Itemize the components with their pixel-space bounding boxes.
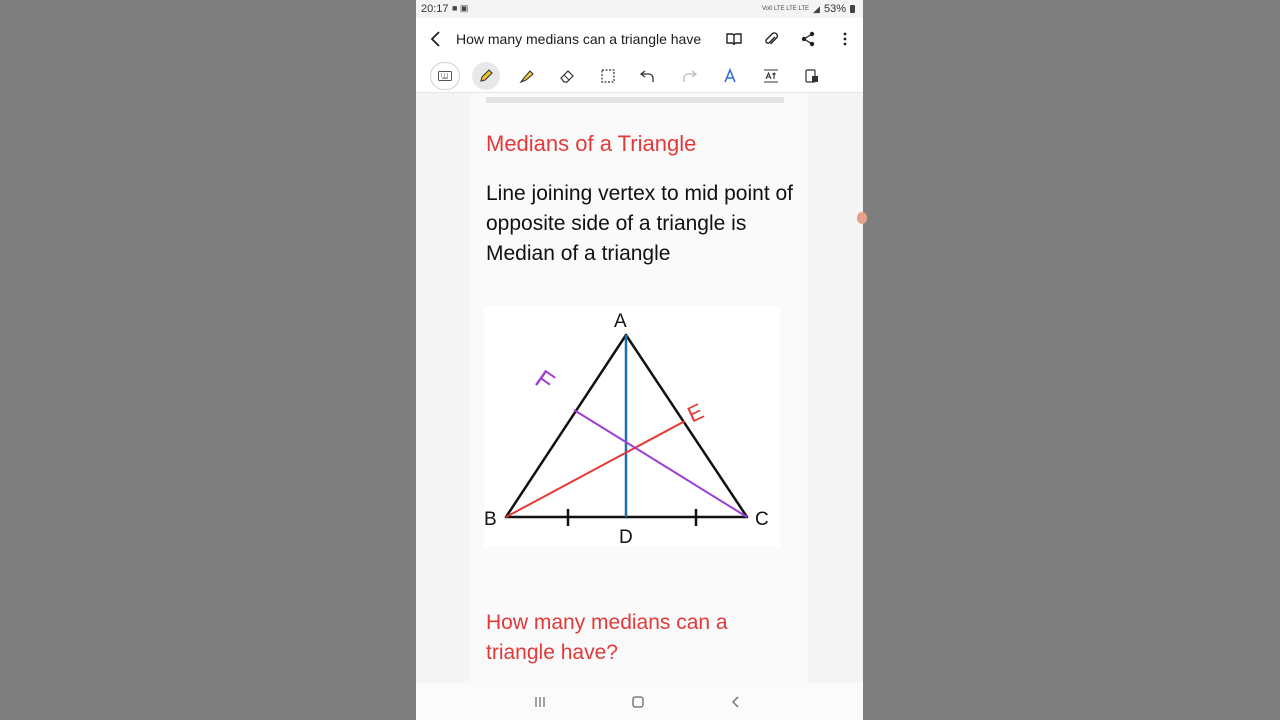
- label-f: F: [529, 363, 561, 398]
- selection-tool[interactable]: [594, 62, 622, 90]
- nav-back-button[interactable]: [716, 691, 756, 713]
- triangle-figure: [484, 307, 780, 547]
- phone-screen: [416, 0, 863, 720]
- back-arrow-icon: [429, 31, 443, 47]
- recent-apps-icon: [534, 696, 546, 708]
- reading-mode-button[interactable]: [715, 18, 752, 60]
- keyboard-tool[interactable]: [430, 62, 460, 90]
- eraser-icon: [559, 68, 575, 84]
- share-icon: [801, 31, 815, 47]
- page-top-strip: [486, 97, 784, 103]
- more-vert-icon: [843, 32, 847, 46]
- lock-tool[interactable]: [798, 62, 826, 90]
- redo-icon: [681, 69, 697, 83]
- label-b: B: [484, 509, 497, 530]
- redo-button[interactable]: [675, 62, 703, 90]
- title-bar: [416, 18, 863, 60]
- system-nav-bar: [416, 683, 863, 720]
- note-page: [470, 93, 808, 683]
- battery-level: 53%: [823, 3, 846, 15]
- text-format-icon: [763, 69, 779, 83]
- label-a: A: [614, 311, 627, 332]
- network-indicator: Vo0 LTE LTE LTE: [762, 6, 810, 12]
- undo-icon: [640, 69, 656, 83]
- share-button[interactable]: [789, 18, 826, 60]
- eraser-tool[interactable]: [553, 62, 581, 90]
- median-cf: [574, 410, 747, 517]
- pen-tool[interactable]: [472, 62, 500, 90]
- lock-icon: [805, 69, 819, 83]
- label-e: E: [683, 398, 708, 428]
- pen-icon: [478, 68, 494, 84]
- paperclip-icon: [763, 31, 779, 47]
- label-c: C: [755, 509, 769, 530]
- more-options-button[interactable]: [826, 18, 863, 60]
- undo-button[interactable]: [634, 62, 662, 90]
- highlighter-tool[interactable]: [513, 62, 541, 90]
- text-style-icon: [722, 68, 738, 84]
- scroll-handle[interactable]: [857, 212, 867, 224]
- status-bar: [416, 0, 863, 18]
- battery-icon: [850, 5, 855, 13]
- back-button[interactable]: [416, 18, 456, 60]
- text-format-tool[interactable]: [757, 62, 785, 90]
- note-canvas[interactable]: [416, 93, 863, 683]
- attach-button[interactable]: [752, 18, 789, 60]
- book-icon: [726, 32, 742, 46]
- back-icon: [731, 696, 741, 708]
- keyboard-icon: [438, 71, 452, 81]
- text-style-tool[interactable]: [716, 62, 744, 90]
- note-title[interactable]: How many medians can a triangle have: [456, 31, 702, 47]
- triangle-diagram: [484, 307, 780, 547]
- drawing-toolbar: [416, 60, 863, 93]
- recent-apps-button[interactable]: [520, 691, 560, 713]
- note-body: Line joining vertex to mid point of opposite side of a triangle is Median of a triangle: [486, 182, 794, 265]
- signal-icon: ◢: [813, 3, 820, 14]
- home-icon: [632, 696, 644, 708]
- notification-icons: ■ ▣: [452, 3, 469, 13]
- note-heading: Medians of a Triangle: [486, 131, 697, 156]
- label-d: D: [619, 527, 633, 547]
- note-question: How many medians can a triangle have?: [486, 611, 728, 664]
- highlighter-icon: [519, 68, 535, 84]
- status-time: 20:17: [421, 3, 449, 15]
- median-be: [506, 421, 685, 517]
- selection-icon: [601, 69, 615, 83]
- home-button[interactable]: [618, 691, 658, 713]
